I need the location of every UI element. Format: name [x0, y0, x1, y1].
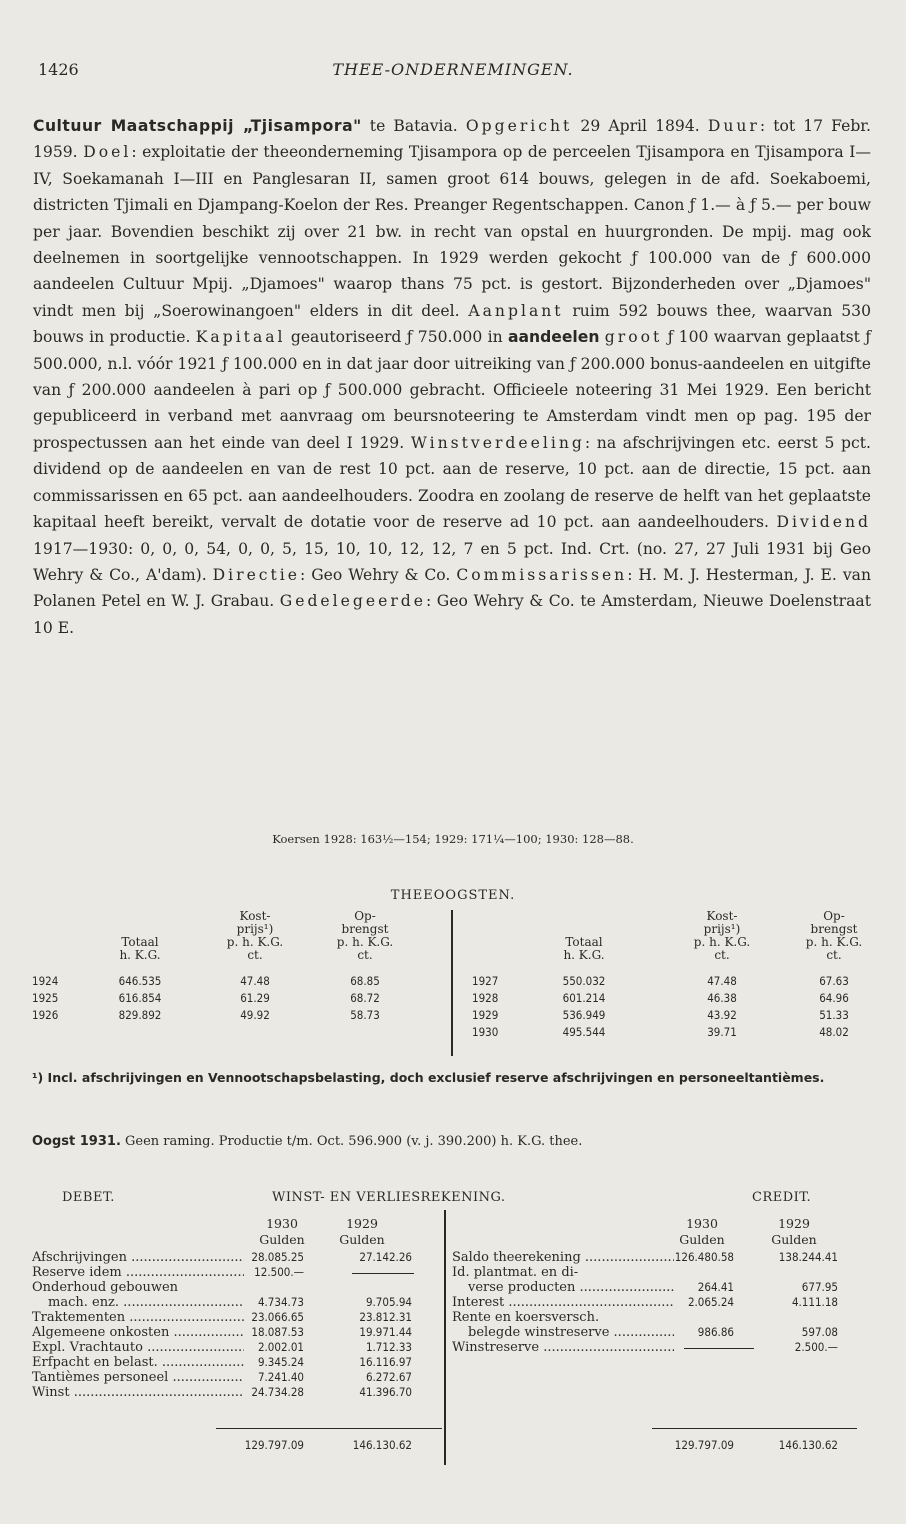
total-debit-1930: 129.797.09	[244, 1438, 304, 1452]
unit-gulden: Gulden	[679, 1232, 725, 1247]
harvest-opbrengst: 68.72	[350, 991, 380, 1005]
text-segment: 1917—1930: 0, 0, 0, 54, 0, 0, 5, 15, 10, 10, 12, 12, 7 en 5 pct. Ind. Crt. (no. 27, 27 Juli 1931 bij Geo Wehry & Co., A'dam).	[33, 539, 871, 584]
account-label: Saldo theerekening .....	[452, 1250, 674, 1265]
debet-heading: DEBET.	[62, 1190, 115, 1205]
account-value-1929: 4.111.18	[791, 1295, 838, 1309]
account-value-1929: 23.812.31	[359, 1310, 412, 1324]
account-label: Algemeene onkosten .....	[32, 1325, 244, 1340]
year-1929: 1929	[346, 1216, 378, 1231]
text-segment: : exploitatie der theeonderneming Tjisampora op de perceelen Tjisampora en Tjisampora I—IV, Soekamanah I—III en Panglesaran II, samen groot 614 bouws, gelegen in de afd. Soekaboemi, districten Tjimali en Djampang-Koelon der Res. Preanger Regentschappen. Canon ƒ 1.— à ƒ 5.— per bouw per jaar. Bovendien beschikt zij over 21 bw. in recht van opstal en huurgronden. De mpij. mag ook deelnemen in soortgelijke vennootschappen. In 1929 werden gekocht ƒ 100.000 van de ƒ 600.000 aandeelen Cultuur Mpij. „Djamoes" waarop thans 75 pct. is gestort. Bijzonderheden over „Djamoes" vindt men bij „Soerowinangoen" elders in dit deel.	[33, 143, 871, 320]
account-label: Afschrijvingen .....	[32, 1250, 244, 1265]
account-label: Expl. Vrachtauto .....	[32, 1340, 244, 1355]
column-divider	[451, 910, 453, 1056]
footnote: ¹) Incl. afschrijvingen en Vennootschapsbelasting, doch exclusief reserve afschrijvingen en personeeltantièmes.	[32, 1070, 825, 1085]
text-segment: : na afschrijvingen etc. eerst 5 pct. dividend op de aandeelen en van de rest 10 pct. aan de reserve, 10 pct. aan de directie, 15 pct. aan commissarissen en 65 pct. aan aandeelhouders. Zoodra en zoolang de reserve de helft van het geplaatste kapitaal heeft bereikt, vervalt de dotatie voor de reserve ad 10 pct. aan aandeelhouders.	[33, 433, 871, 532]
harvest-totaal: 601.214	[562, 991, 606, 1005]
harvest-totaal: 536.949	[562, 1008, 606, 1022]
account-label: Winstreserve .....	[452, 1340, 674, 1355]
oogst-text: Geen raming. Productie t/m. Oct. 596.900 (v. j. 390.200) h. K.G. thee.	[120, 1134, 583, 1149]
account-value-1930: 24.734.28	[251, 1385, 304, 1399]
account-value-1930: 264.41	[697, 1280, 734, 1294]
koersen-line: Koersen 1928: 163½—154; 1929: 171¼—100; 1930: 128—88.	[272, 832, 634, 846]
harvest-totaal: 616.854	[118, 991, 162, 1005]
account-label: Reserve idem .....	[32, 1265, 244, 1280]
label-dividend: Dividend	[776, 513, 871, 532]
label-gedelegeerde: Gedelegeerde	[279, 592, 426, 611]
col-totaal-header	[100, 936, 180, 962]
col-kostprijs-header	[215, 910, 295, 962]
label-opgericht: Opgericht	[465, 117, 573, 135]
account-value-1930: 7.241.40	[257, 1370, 304, 1384]
profit-loss-account	[32, 1190, 872, 1470]
harvest-table-title: THEEOOGSTEN.	[390, 888, 516, 903]
total-rule	[216, 1428, 442, 1429]
account-label: mach. enz. .....	[48, 1295, 244, 1310]
text-segment: te Batavia.	[361, 117, 466, 135]
harvest-year: 1926	[32, 1008, 59, 1022]
account-value-1929: 597.08	[801, 1325, 838, 1339]
total-debit-1929: 146.130.62	[352, 1438, 412, 1452]
col-kostprijs-header-line: p. h. K.G.	[226, 935, 284, 949]
account-value-1929: 138.244.41	[778, 1250, 838, 1264]
harvest-opbrengst: 51.33	[819, 1008, 849, 1022]
col-totaal-header-line: h. K.G.	[563, 948, 605, 962]
col-opbrengst-header	[325, 910, 405, 962]
harvest-opbrengst: 58.73	[350, 1008, 380, 1022]
harvest-year: 1930	[472, 1025, 499, 1039]
harvest-table-right	[454, 910, 870, 1056]
label-groot: groot	[604, 328, 663, 347]
harvest-totaal: 646.535	[118, 974, 162, 988]
col-opbrengst-header-line: Op-	[823, 909, 845, 923]
harvest-kostprijs: 47.48	[240, 974, 270, 988]
account-value-1929: 27.142.26	[359, 1250, 412, 1264]
label-aandeelen: aandeelen	[507, 328, 600, 347]
harvest-kostprijs: 43.92	[707, 1008, 737, 1022]
unit-gulden: Gulden	[259, 1232, 305, 1247]
total-credit-1929: 146.130.62	[778, 1438, 838, 1452]
col-kostprijs-header-line: Kost-	[706, 909, 738, 923]
text-segment: : tot 17 Febr. 1959.	[33, 117, 872, 162]
label-winstverdeeling: Winstverdeeling	[410, 433, 585, 452]
oogst-label: Oogst 1931.	[32, 1134, 121, 1149]
harvest-kostprijs: 47.48	[707, 974, 737, 988]
company-description	[33, 113, 871, 641]
label-duur: Duur	[707, 117, 760, 135]
harvest-opbrengst: 48.02	[819, 1025, 849, 1039]
label-directie: Directie	[212, 565, 301, 584]
account-value-1929: 2.500.—	[794, 1340, 838, 1354]
account-label: Traktementen .....	[32, 1310, 244, 1325]
account-value-1930: 2.002.01	[257, 1340, 304, 1354]
running-title: THEE-ONDERNEMINGEN.	[332, 60, 574, 79]
year-1929: 1929	[778, 1216, 810, 1231]
account-title: WINST- EN VERLIESREKENING.	[272, 1190, 506, 1205]
col-opbrengst-header-line: brengst	[341, 922, 389, 936]
harvest-kostprijs: 39.71	[707, 1025, 737, 1039]
unit-gulden: Gulden	[771, 1232, 817, 1247]
text-segment: ƒ 100 waarvan geplaatst ƒ 500.000, n.l. vóór 1921 ƒ 100.000 en in dat jaar door uitreiking van ƒ 200.000 bonus-aandeelen en uitgifte van ƒ 200.000 aandeelen à pari op ƒ 500.000 gebracht. Officieele noteering 31 Mei 1929. Een bericht gepubliceerd in verband met aanvraag om beursnoteering te Amsterdam vindt men op pag. 195 der prospectussen aan het einde van deel I 1929.	[33, 328, 871, 452]
col-kostprijs-header-line: ct.	[714, 948, 730, 962]
col-totaal-header	[544, 936, 624, 962]
col-opbrengst-header-line: p. h. K.G.	[336, 935, 394, 949]
account-value-1930: 126.480.58	[674, 1250, 734, 1264]
col-kostprijs-header-line: prijs¹)	[236, 922, 274, 936]
unit-gulden: Gulden	[339, 1232, 385, 1247]
harvest-year: 1924	[32, 974, 59, 988]
account-value-1929: 677.95	[801, 1280, 838, 1294]
harvest-year: 1929	[472, 1008, 499, 1022]
col-kostprijs-header-line: Kost-	[239, 909, 271, 923]
account-label: Erfpacht en belast. .....	[32, 1355, 244, 1370]
account-label: Rente en koersversch.	[452, 1310, 600, 1325]
text-segment: : Geo Wehry & Co. te Amsterdam, Nieuwe Doelenstraat 10 E.	[33, 592, 871, 637]
account-label: Interest .....	[452, 1295, 674, 1310]
account-value-1929: 16.116.97	[359, 1355, 412, 1369]
col-totaal-header-line: Totaal	[121, 935, 159, 949]
col-opbrengst-header-line: p. h. K.G.	[805, 935, 863, 949]
text-segment: ruim 592 bouws thee, waarvan 530 bouws in productie.	[33, 301, 871, 347]
oogst-line	[32, 1134, 872, 1149]
account-label: Onderhoud gebouwen	[32, 1280, 179, 1295]
account-divider	[444, 1210, 446, 1465]
account-label: Winst .....	[32, 1385, 244, 1400]
col-kostprijs-header-line: p. h. K.G.	[693, 935, 751, 949]
account-value-1930: 18.087.53	[251, 1325, 304, 1339]
account-value-1930: 986.86	[697, 1325, 734, 1339]
label-kapitaal: Kapitaal	[195, 328, 286, 347]
col-totaal-header-line: Totaal	[565, 935, 603, 949]
harvest-table	[30, 910, 870, 1056]
page-number: 1426	[38, 60, 79, 79]
harvest-kostprijs: 61.29	[240, 991, 270, 1005]
harvest-kostprijs: 49.92	[240, 1008, 270, 1022]
total-rule	[652, 1428, 857, 1429]
credit-heading: CREDIT.	[752, 1190, 812, 1205]
account-value-1929: 9.705.94	[365, 1295, 412, 1309]
harvest-opbrengst: 64.96	[819, 991, 849, 1005]
account-value-1930: 4.734.73	[257, 1295, 304, 1309]
label-doel: Doel	[83, 143, 132, 162]
text-segment: : Geo Wehry & Co.	[300, 565, 457, 584]
account-value-1930: 23.066.65	[251, 1310, 304, 1324]
total-credit-1930: 129.797.09	[674, 1438, 734, 1452]
account-value-1930: 28.085.25	[251, 1250, 304, 1264]
company-name: Cultuur Maatschappij „Tjisampora"	[33, 117, 362, 135]
harvest-opbrengst: 67.63	[819, 974, 849, 988]
year-1930: 1930	[686, 1216, 718, 1231]
account-value-1929: 19.971.44	[359, 1325, 412, 1339]
harvest-totaal: 495.544	[562, 1025, 606, 1039]
text-segment: 29 April 1894.	[572, 117, 708, 135]
account-value-1929: 6.272.67	[365, 1370, 412, 1384]
col-kostprijs-header-line: ct.	[247, 948, 263, 962]
harvest-table-left	[30, 910, 450, 1056]
col-opbrengst-header-line: brengst	[810, 922, 858, 936]
label-aanplant: Aanplant	[468, 301, 564, 320]
text-segment: geautoriseerd ƒ 750.000 in	[285, 328, 508, 347]
col-opbrengst-header	[794, 910, 874, 962]
harvest-year: 1927	[472, 974, 499, 988]
col-opbrengst-header-line: Op-	[354, 909, 376, 923]
col-kostprijs-header	[682, 910, 762, 962]
harvest-year: 1925	[32, 991, 59, 1005]
col-opbrengst-header-line: ct.	[357, 948, 373, 962]
account-label: Id. plantmat. en di-	[452, 1265, 579, 1280]
harvest-totaal: 829.892	[118, 1008, 162, 1022]
year-1930: 1930	[266, 1216, 298, 1231]
harvest-kostprijs: 46.38	[707, 991, 737, 1005]
account-value-1930: 2.065.24	[687, 1295, 734, 1309]
account-label: verse producten .....	[468, 1280, 674, 1295]
account-value-1929: 1.712.33	[365, 1340, 412, 1354]
account-label: belegde winstreserve .....	[468, 1325, 674, 1340]
page-header	[38, 60, 868, 84]
account-value-1929: 41.396.70	[359, 1385, 412, 1399]
value-dash	[352, 1273, 414, 1274]
col-kostprijs-header-line: prijs¹)	[703, 922, 741, 936]
label-commissarissen: Commissarissen	[456, 565, 628, 584]
col-totaal-header-line: h. K.G.	[119, 948, 161, 962]
account-label: Tantièmes personeel .....	[32, 1370, 244, 1385]
col-opbrengst-header-line: ct.	[826, 948, 842, 962]
account-value-1930: 9.345.24	[257, 1355, 304, 1369]
harvest-opbrengst: 68.85	[350, 974, 380, 988]
harvest-year: 1928	[472, 991, 499, 1005]
value-dash	[684, 1348, 754, 1349]
account-value-1930: 12.500.—	[254, 1265, 304, 1279]
harvest-totaal: 550.032	[562, 974, 606, 988]
text-segment: : H. M. J. Hesterman, J. E. van Polanen Petel en W. J. Grabau.	[33, 565, 871, 611]
